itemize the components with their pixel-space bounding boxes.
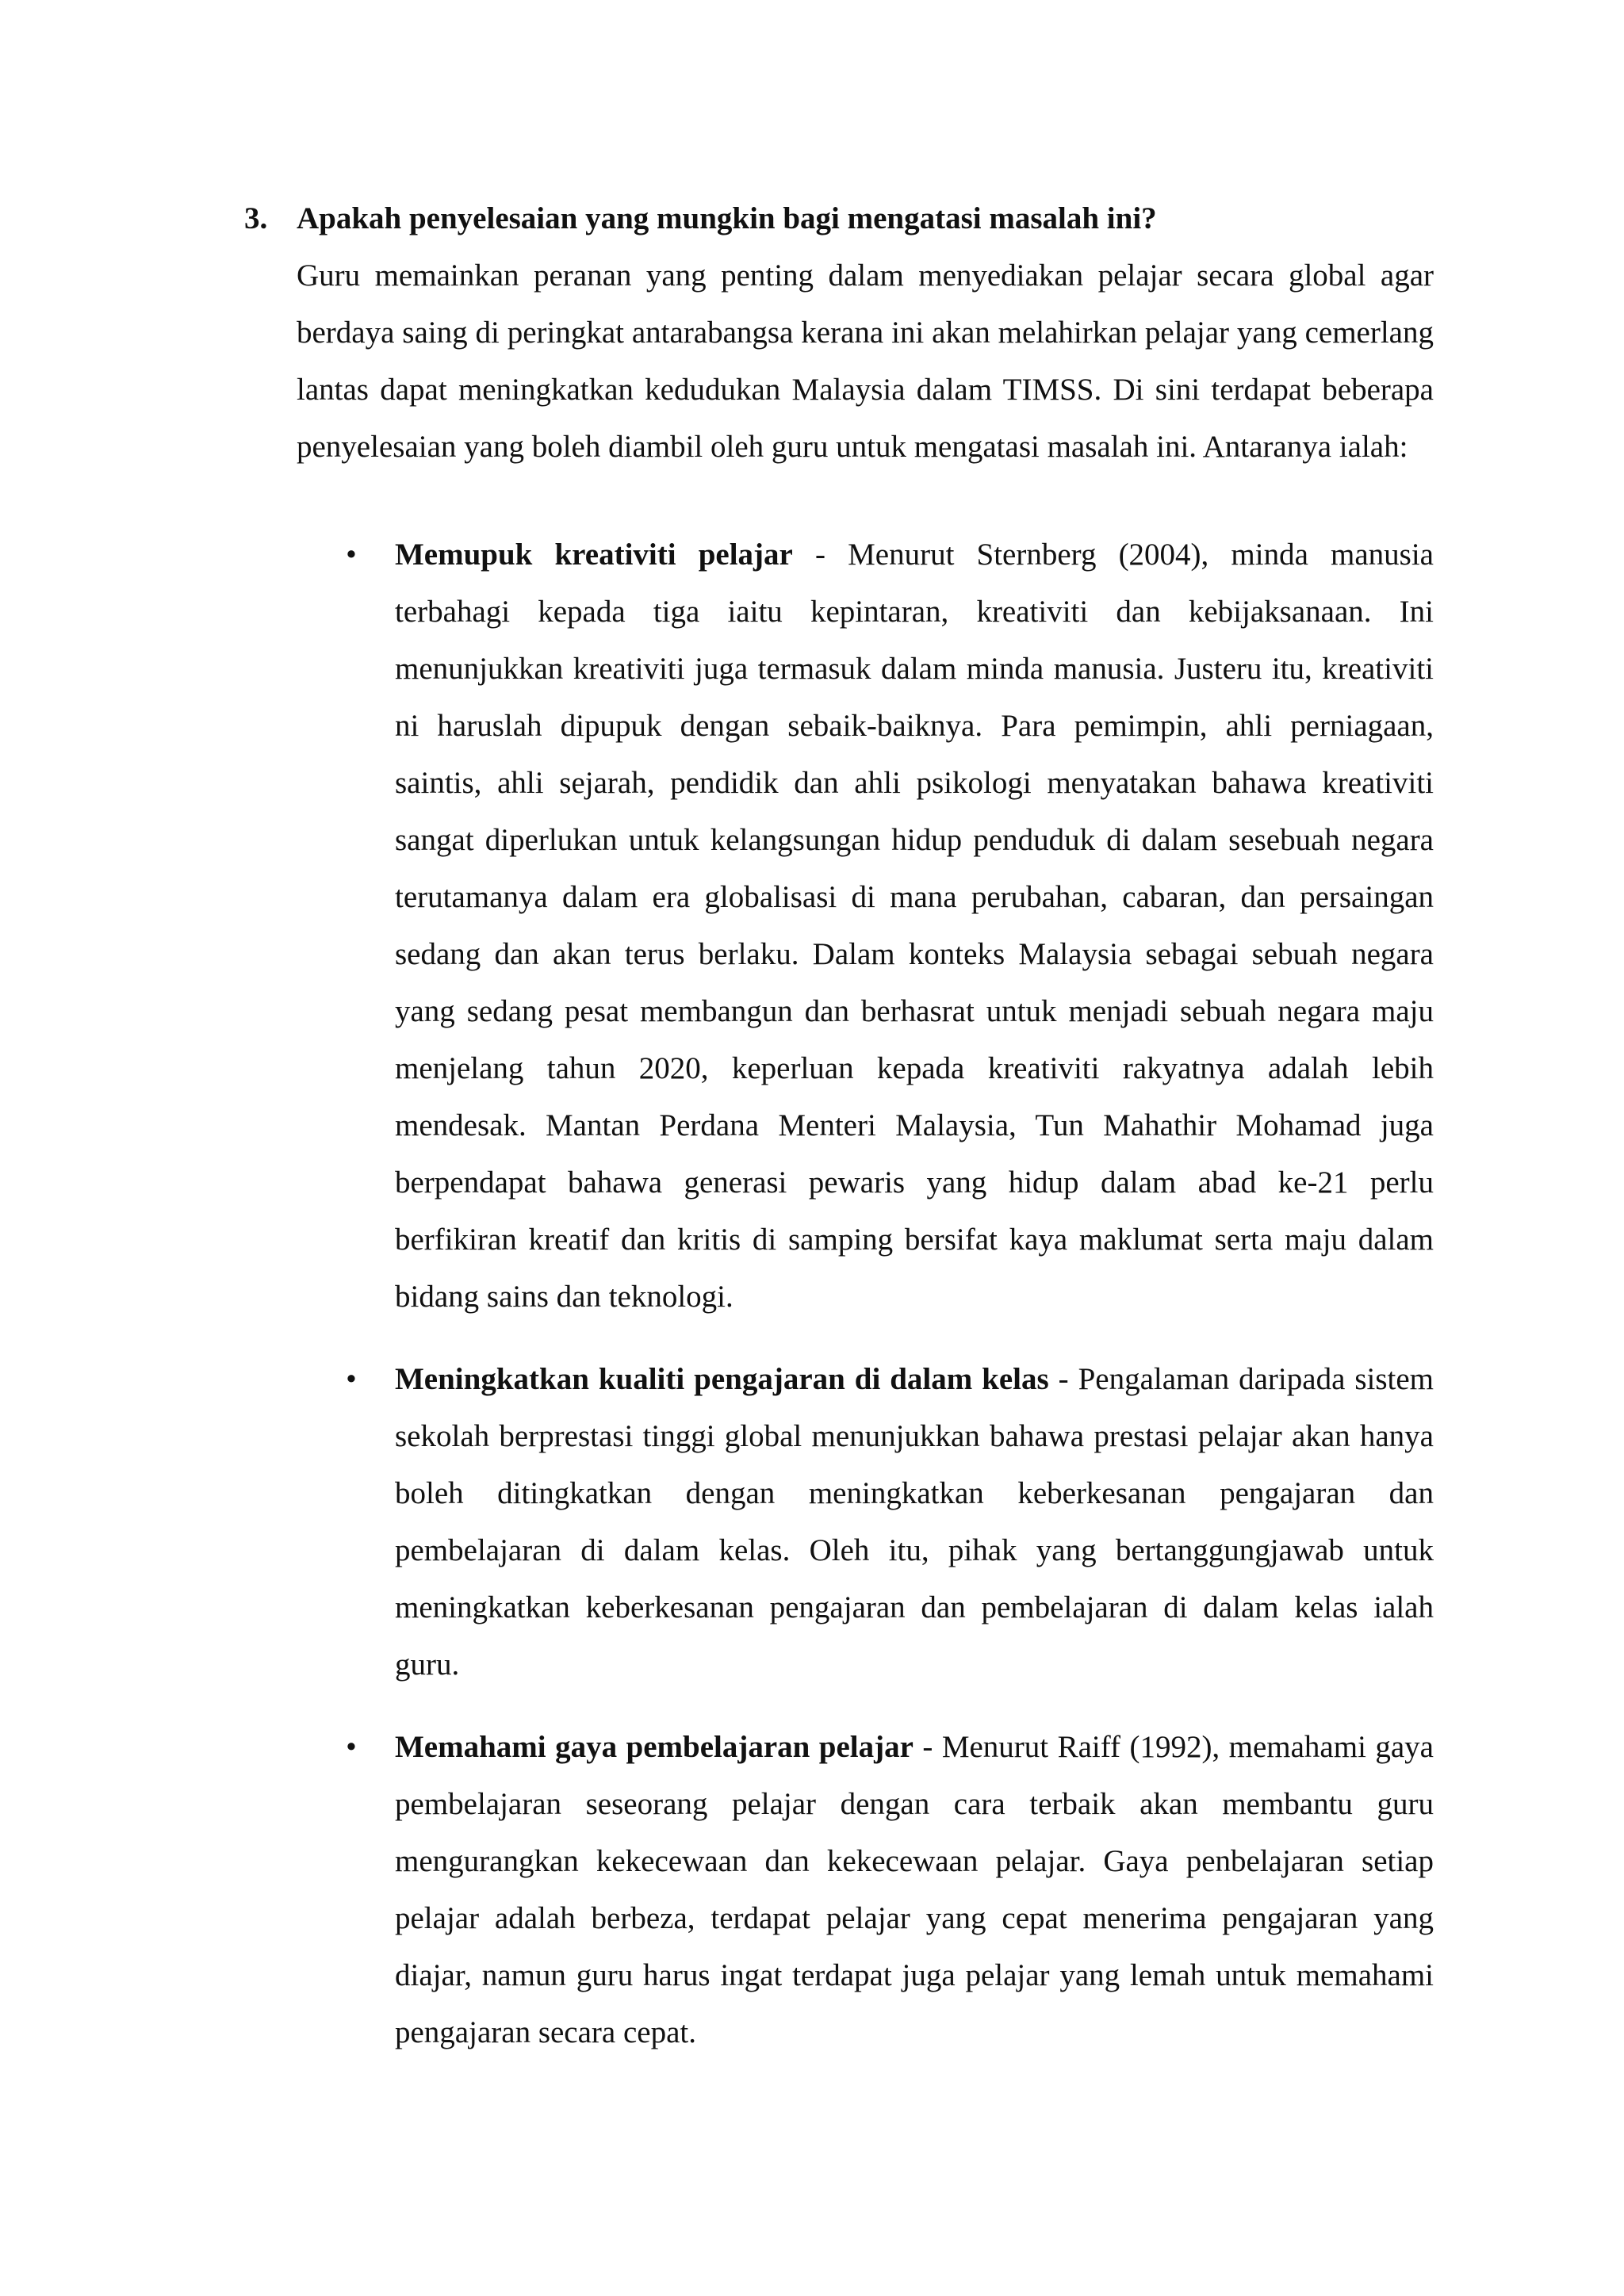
list-item-separator: - bbox=[792, 538, 848, 572]
section-title: Apakah penyelesaian yang mungkin bagi mengatasi masalah ini? bbox=[297, 201, 1157, 235]
list-item bbox=[346, 526, 1434, 1326]
list-item bbox=[346, 1351, 1434, 1693]
bullet-icon: • bbox=[346, 1362, 357, 1396]
intro-paragraph: Guru memainkan peranan yang penting dalam menyediakan pelajar secara global agar berdaya saing di peringkat antarabangsa kerana ini akan melahirkan pelajar yang cemerlang lantas dapat meningkatkan kedudukan Malaysia dalam TIMSS. Di sini terdapat beberapa penyelesaian yang boleh diambil oleh guru untuk mengatasi masalah ini. Antaranya ialah: bbox=[297, 258, 1434, 464]
list-item-body: Pengalaman daripada sistem sekolah berprestasi tinggi global menunjukkan bahawa prestasi pelajar akan hanya boleh ditingkatkan dengan meningkatkan keberkesanan pengajaran dan pembelajaran di dalam kelas. Oleh itu, pihak yang bertanggungjawab untuk meningkatkan keberkesanan pengajaran dan pembelajaran di dalam kelas ialah guru. bbox=[395, 1362, 1434, 1682]
list-item-body: Menurut Sternberg (2004), minda manusia terbahagi kepada tiga iaitu kepintaran, kreativiti dan kebijaksanaan. Ini menunjukkan kreativiti juga termasuk dalam minda manusia. Justeru itu, kreativiti ni haruslah dipupuk dengan sebaik-baiknya. Para pemimpin, ahli perniagaan, saintis, ahli sejarah, pendidik dan ahli psikologi menyatakan bahawa kreativiti sangat diperlukan untuk kelangsungan hidup penduduk di dalam sesebuah negara terutamanya dalam era globalisasi di mana perubahan, cabaran, dan persaingan sedang dan akan terus berlaku. Dalam konteks Malaysia sebagai sebuah negara yang sedang pesat membangun dan berhasrat untuk menjadi sebuah negara maju menjelang tahun 2020, keperluan kepada kreativiti rakyatnya adalah lebih mendesak. Mantan Perdana Menteri Malaysia, Tun Mahathir Mohamad juga berpendapat bahawa generasi pewaris yang hidup dalam abad ke-21 perlu berfikiran kreatif dan kritis di samping bersifat kaya maklumat serta maju dalam bidang sains dan teknologi. bbox=[395, 538, 1434, 1314]
list-item-text bbox=[395, 526, 1434, 1326]
list-item-body: Menurut Raiff (1992), memahami gaya pembelajaran seseorang pelajar dengan cara terbaik akan membantu guru mengurangkan kekecewaan dan kekecewaan pelajar. Gaya penbelajaran setiap pelajar adalah berbeza, terdapat pelajar yang cepat menerima pengajaran yang diajar, namun guru harus ingat terdapat juga pelajar yang lemah untuk memahami pengajaran secara cepat. bbox=[395, 1730, 1434, 2049]
section-number: 3. bbox=[244, 201, 268, 235]
bullet-icon: • bbox=[346, 538, 357, 572]
solution-list bbox=[244, 526, 1434, 2061]
list-item-term: Memupuk kreativiti pelajar bbox=[395, 538, 793, 572]
question-section bbox=[244, 190, 1434, 2087]
list-item-term: Memahami gaya pembelajaran pelajar bbox=[395, 1730, 914, 1764]
list-item bbox=[346, 1719, 1434, 2061]
section-heading bbox=[244, 190, 1434, 247]
list-item-separator: - bbox=[913, 1730, 942, 1764]
list-item-text bbox=[395, 1719, 1434, 2061]
bullet-icon: • bbox=[346, 1730, 357, 1764]
list-item-term: Meningkatkan kualiti pengajaran di dalam kelas bbox=[395, 1362, 1049, 1396]
list-item-text bbox=[395, 1351, 1434, 1693]
list-item-separator: - bbox=[1048, 1362, 1078, 1396]
